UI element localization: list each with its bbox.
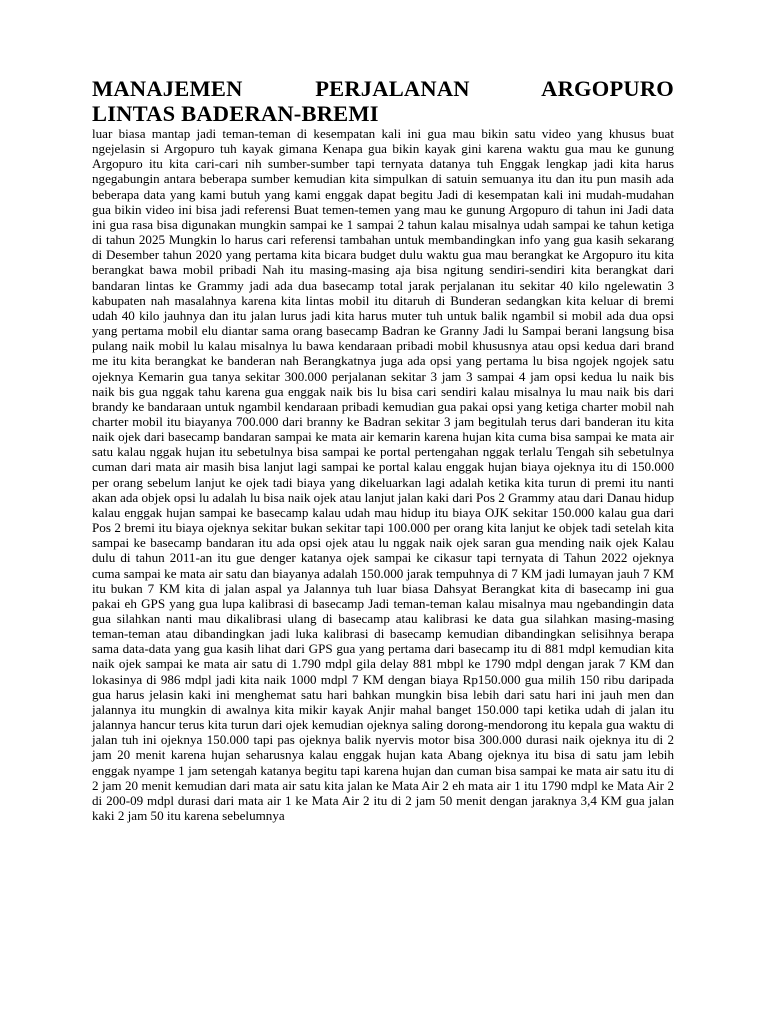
document-title-line-1: MANAJEMEN PERJALANAN ARGOPURO — [92, 76, 674, 101]
document-body-paragraph: luar biasa mantap jadi teman-teman di kesempatan kali ini gua mau bikin satu video yang khusus buat ngejelasin si Argopuro tuh kayak gimana Kenapa gua bikin kayak gini karena waktu gua mau ke gunung Argopuro itu kita cari-cari nih sumber-sumber tapi ternyata datanya tuh Enggak lengkap jadi kita harus ngegabungin antara beberapa sumber kemudian kita simpulkan di satuin semuanya itu dan itu pun masih ada beberapa data yang kami butuh yang kami enggak dapat begitu Jadi di kesempatan kali ini mudah-mudahan gua bikin video ini bisa jadi referensi Buat temen-temen yang mau ke gunung Argopuro di tahun ini Jadi data ini gua rasa bisa digunakan mungkin sampai ke 1 sampai 2 tahun kalau misalnya udah sampai ke tahun ketiga di tahun 2025 Mungkin lo harus cari referensi tambahan untuk membandingkan info yang gua kasih sekarang di Desember tahun 2020 yang pertama kita bicara budget dulu waktu gua mau berangkat ke Argopuro itu kita berangkat bawa mobil pribadi Nah itu masing-masing aja bisa ngitung sendiri-sendiri kita berangkat dari bandaran lintas ke Grammy jadi ada dua basecamp total jarak perjalanan itu sekitar 40 kilo ngelewatin 3 kabupaten nah masalahnya karena kita lintas mobil itu ditaruh di Bunderan sedangkan kita keluar di bremi udah 40 kilo jauhnya dan itu jalan lurus jadi kita harus muter tuh untuk balik ngambil si mobil ada dua opsi yang pertama mobil elu diantar sama orang basecamp Badran ke Granny Jadi lu Sampai berani langsung bisa pulang naik mobil lu kalau misalnya lu bawa kendaraan pribadi mobil khususnya atau opsi kedua dari brand me itu kita berangkat ke banderan nah Berangkatnya juga ada opsi yang pertama lu bisa ngojek ngojek satu ojeknya Kemarin gua tanya sekitar 300.000 perjalanan sekitar 3 jam 3 sampai 4 jam opsi kedua lu naik bis naik bis gua nggak tahu karena gua enggak naik bis lu bisa cari sendiri kalau misalnya lu mau naik bis dari brandy ke bandaraan untuk ngambil kendaraan pribadi kemudian gua pakai opsi yang ketiga charter mobil nah charter mobil itu biayanya 700.000 dari branny ke Badran sekitar 3 jam begitulah terus dari banderan itu kita naik ojek dari basecamp bandaran sampai ke mata air kemarin karena hujan kita cuma bisa sampai ke mata air satu kalau nggak hujan itu sebetulnya bisa sampai ke portal pertengahan nggak terlalu Tengah sih sebetulnya cuman dari mata air masih bisa lanjut lagi sampai ke portal kalau enggak hujan biaya ojeknya itu di 150.000 per orang sebelum lanjut ke ojek tadi biaya yang dikeluarkan lagi adalah ketika kita turun di premi itu nanti akan ada objek opsi lu adalah lu bisa naik ojek atau lanjut jalan kaki dari Pos 2 Grammy atau dari Danau hidup kalau enggak hujan sampai ke basecamp kalau udah mau hidup itu biaya OJK sekitar 150.000 kalau gua dari Pos 2 bremi itu biaya ojeknya sekitar bukan sekitar tapi 100.000 per orang kita lanjut ke objek tadi setelah kita sampai ke basecamp bandaran itu ada opsi ojek atau lu nggak naik ojek saran gua mending naik ojek Kalau dulu di tahun 2011-an itu gue denger katanya ojek sampai ke cikasur tapi ternyata di Tahun 2022 ojeknya cuma sampai ke mata air satu dan biayanya adalah 150.000 jarak tempuhnya di 7 KM jadi lumayan jauh 7 KM itu bukan 7 KM kita di jalan aspal ya Jalannya tuh luar biasa Dahsyat Berangkat kita di basecamp ini gua pakai eh GPS yang gua lupa kalibrasi di basecamp Jadi teman-teman kalau misalnya mau ngebandingin data gua silahkan nanti mau dikalibrasi ulang di basecamp atau kalibrasi ke data gua silahkan masing-masing teman-teman atau dibandingkan jadi luka kalibrasi di basecamp kemudian dibandingkan selisihnya berapa sama data-data yang gua kasih lihat dari GPS gua yang pertama dari basecamp itu di 881 mdpl kemudian kita naik ojek sampai ke mata air satu di 1.790 mdpl gila delay 881 mbpl ke 1790 mdpl dengan jarak 7 KM dan lokasinya di 986 mdpl jadi kita naik 1000 mdpl 7 KM dengan biaya Rp150.000 gua milih 150 ribu daripada gua harus jelasin kaki ini menghemat satu hari bahkan mungkin bisa lebih dari satu hari ini jauh men dan jalannya itu mungkin di awalnya kita mikir kayak Anjir mahal banget 150.000 tapi ketika udah di jalan itu jalannya hancur terus kita turun dari ojek kemudian ojeknya saling dorong-mendorong itu kepala gua waktu di jalan tuh ini ojeknya 150.000 tapi pas ojeknya balik nyervis motor bisa 300.000 durasi naik ojeknya itu di 2 jam 20 menit karena hujan seharusnya kalau enggak hujan kata Abang ojeknya itu bisa di satu jam lebih enggak nyampe 1 jam setengah katanya begitu tapi karena hujan dan cuman bisa sampai ke mata air satu itu di 2 jam 20 menit kemudian dari mata air satu kita jalan ke Mata Air 2 eh mata air 1 itu 1790 mdpl ke Mata Air 2 di 200-09 mdpl durasi dari mata air 1 ke Mata Air 2 itu di 2 jam 50 menit dengan jaraknya 3,4 KM gua jalan kaki 2 jam 50 itu karena sebelumnya — [92, 126, 674, 824]
document-title — [92, 76, 674, 126]
document-title-line-2: LINTAS BADERAN-BREMI — [92, 101, 379, 126]
document-page — [92, 76, 674, 823]
